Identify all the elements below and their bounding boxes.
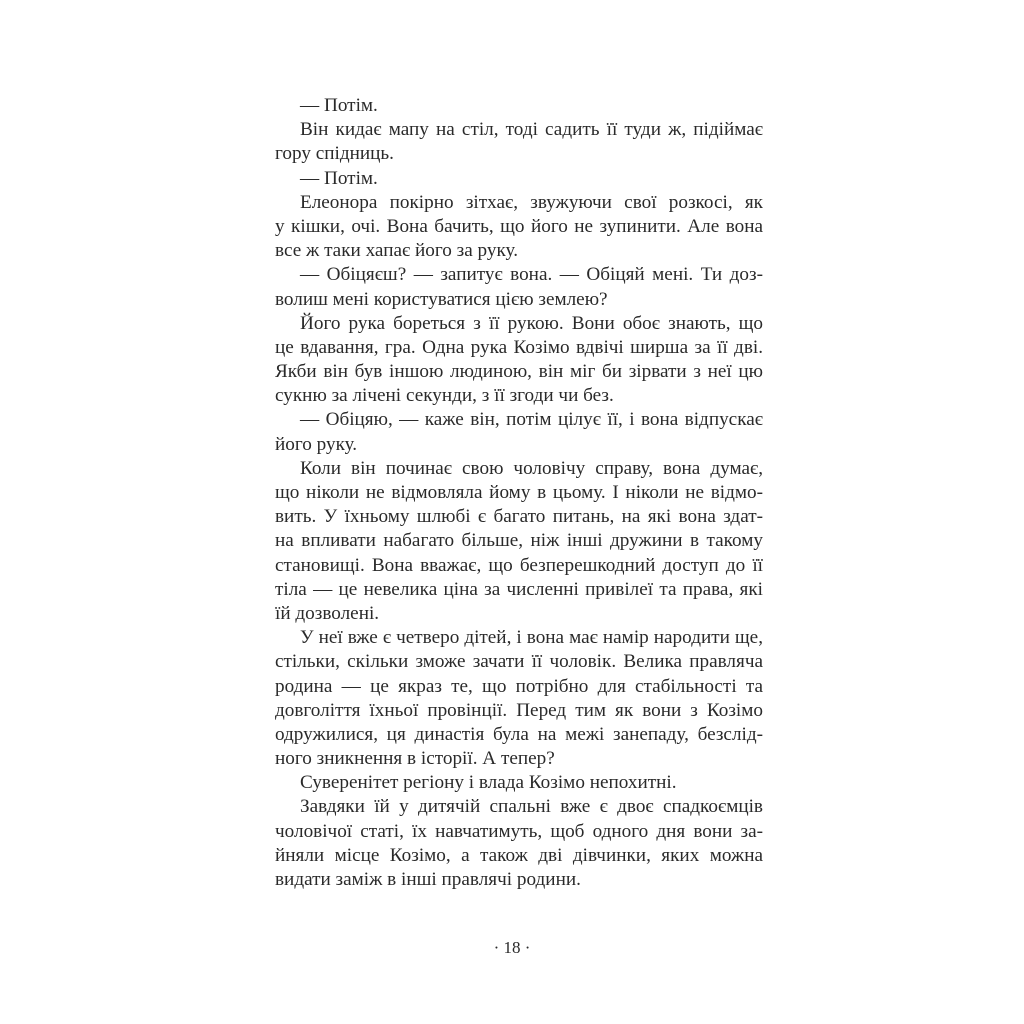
text-line: сукню за лічені секунди, з її згоди чи без.	[275, 385, 614, 407]
text-line: — Потім.	[300, 167, 378, 189]
text-line: Якби він був іншою людиною, він міг би зірвати з неї цю	[275, 361, 763, 383]
text-line: одружилися, ця династія була на межі занепаду, безслід-	[275, 723, 763, 745]
text-line: їй дозволені.	[275, 602, 380, 624]
text-line: у кішки, очі. Вона бачить, що його не зупинити. Але вона	[275, 215, 763, 237]
text-line: У неї вже є четверо дітей, і вона має намір народити ще,	[300, 627, 763, 649]
page-number: · 18 ·	[493, 938, 531, 957]
text-line: на впливати набагато більше, ніж інші дружини в такому	[275, 530, 763, 552]
text-line: Суверенітет регіону і влада Козімо непохитні.	[300, 772, 677, 794]
text-line: становищі. Вона вважає, що безперешкодний доступ до її	[275, 554, 763, 576]
text-line: родина — це якраз те, що потрібно для стабільності та	[275, 675, 763, 697]
text-line: Коли він починає свою чоловічу справу, вона думає,	[300, 457, 763, 479]
text-line: ного зникнення в історії. А тепер?	[275, 748, 555, 770]
text-line: все ж таки хапає його за руку.	[275, 240, 518, 262]
text-line: довголіття їхньої провінції. Перед тим як вони з Козімо	[275, 699, 763, 721]
text-line: — Обіцяєш? — запитує вона. — Обіцяй мені. Ти доз-	[300, 264, 763, 286]
text-line: його руку.	[275, 433, 358, 455]
text-line: — Обіцяю, — каже він, потім цілує її, і вона відпускає	[300, 409, 763, 431]
text-line: видати заміж в інші правлячі родини.	[275, 869, 581, 890]
text-line: чоловічої статі, їх навчатимуть, щоб одного дня вони за-	[275, 820, 763, 842]
text-line: Його рука бореться з її рукою. Вони обоє знають, що	[300, 312, 763, 334]
text-line: Він кидає мапу на стіл, тоді садить її туди ж, підіймає	[300, 119, 763, 141]
text-line: тіла — це невелика ціна за численні привілеї та права, які	[275, 578, 763, 600]
text-line: вить. У їхньому шлюбі є багато питань, на які вона здат-	[275, 506, 763, 528]
text-line: Елеонора покірно зітхає, звужуючи свої розкосі, як	[300, 191, 763, 213]
text-line: гору спідниць.	[275, 143, 394, 165]
text-line: — Потім.	[300, 95, 378, 116]
text-line: що ніколи не відмовляла йому в цьому. І ніколи не відмо-	[275, 482, 763, 503]
text-line: стільки, скільки зможе зачати її чоловік. Велика правляча	[275, 651, 763, 673]
book-page-body	[275, 94, 763, 892]
text-line: це вдавання, гра. Одна рука Козімо вдвічі ширша за її дві.	[275, 336, 763, 358]
text-line: йняли місце Козімо, а також дві дівчинки, яких можна	[275, 844, 763, 866]
text-line: Завдяки їй у дитячій спальні вже є двоє спадкоємців	[300, 796, 763, 818]
text-line: волиш мені користуватися цією землею?	[275, 288, 608, 310]
